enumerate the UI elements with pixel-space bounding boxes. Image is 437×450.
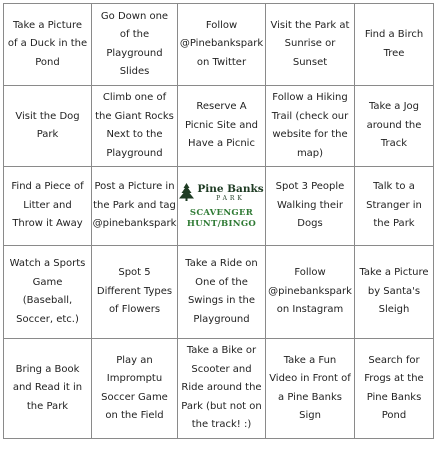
bingo-cell <box>4 4 92 86</box>
cell-text: Take a Bike or Scooter and Ride around the Park (but not on the track! :) <box>181 345 262 431</box>
cell-text: Take a Picture of a Duck in the Pond <box>7 19 88 68</box>
bingo-cell <box>355 86 434 167</box>
logo-title: Pine Banks <box>197 182 264 195</box>
bingo-cell <box>4 339 92 439</box>
bingo-cell <box>266 167 355 246</box>
bingo-cell <box>266 246 355 339</box>
cell-text: Take a Fun Video in Front of a Pine Banks Sign <box>269 354 351 421</box>
bingo-cell <box>178 86 266 167</box>
pine-tree-icon <box>179 183 194 201</box>
bingo-cell <box>92 86 178 167</box>
bingo-cell <box>92 246 178 339</box>
logo-text <box>197 183 263 202</box>
cell-text: Take a Picture by Santa's Sleigh <box>359 267 429 316</box>
bingo-cell <box>4 86 92 167</box>
bingo-cell <box>178 4 266 86</box>
bingo-cell <box>266 86 355 167</box>
cell-text: Climb one of the Giant Rocks Next to the Playground <box>95 92 174 159</box>
cell-text: Spot 5 Different Types of Flowers <box>96 267 173 316</box>
bingo-cell <box>178 339 266 439</box>
cell-text: Find a Birch Tree <box>364 29 424 59</box>
bingo-cell <box>178 246 266 339</box>
cell-text: Follow @Pinebankspark on Twitter <box>179 19 264 68</box>
bingo-cell <box>355 339 434 439</box>
logo-hunt-line1: SCAVENGER <box>189 207 254 218</box>
cell-text: Post a Picture in the Park and tag @pinebankspark <box>92 181 177 230</box>
cell-text: Talk to a Stranger in the Park <box>366 181 422 230</box>
cell-text: Go Down one of the Playground Slides <box>100 10 169 77</box>
cell-text: Spot 3 People Walking their Dogs <box>275 181 345 230</box>
cell-text: Find a Piece of Litter and Throw it Away <box>11 181 84 230</box>
logo-hunt-line2: HUNT/BINGO <box>186 218 257 229</box>
cell-text: Play an Impromptu Soccer Game on the Field <box>101 354 168 421</box>
bingo-board <box>3 3 434 439</box>
cell-text: Follow @pinebankspark on Instagram <box>268 267 352 316</box>
bingo-cell <box>355 4 434 86</box>
logo-subtitle: PARK <box>216 194 245 202</box>
logo-header <box>179 183 263 202</box>
bingo-cell <box>266 4 355 86</box>
cell-text: Visit the Park at Sunrise or Sunset <box>270 19 350 68</box>
cell-text: Visit the Dog Park <box>15 110 80 140</box>
bingo-cell <box>355 246 434 339</box>
bingo-cell <box>4 246 92 339</box>
free-space-logo <box>178 167 266 246</box>
cell-text: Reserve A Picnic Site and Have a Picnic <box>184 101 259 150</box>
bingo-cell <box>92 339 178 439</box>
cell-text: Take a Ride on One of the Swings in the Playground <box>185 258 258 325</box>
logo-hunt-text <box>187 208 256 230</box>
cell-text: Take a Jog around the Track <box>366 101 422 150</box>
cell-text: Search for Frogs at the Pine Banks Pond <box>364 354 424 421</box>
bingo-cell <box>92 4 178 86</box>
cell-text: Watch a Sports Game (Baseball, Soccer, etc.) <box>9 258 86 325</box>
cell-text: Bring a Book and Read it in the Park <box>12 363 83 412</box>
bingo-cell <box>92 167 178 246</box>
bingo-cell <box>4 167 92 246</box>
bingo-cell <box>355 167 434 246</box>
bingo-cell <box>266 339 355 439</box>
cell-text: Follow a Hiking Trail (check our website for the map) <box>271 92 349 159</box>
